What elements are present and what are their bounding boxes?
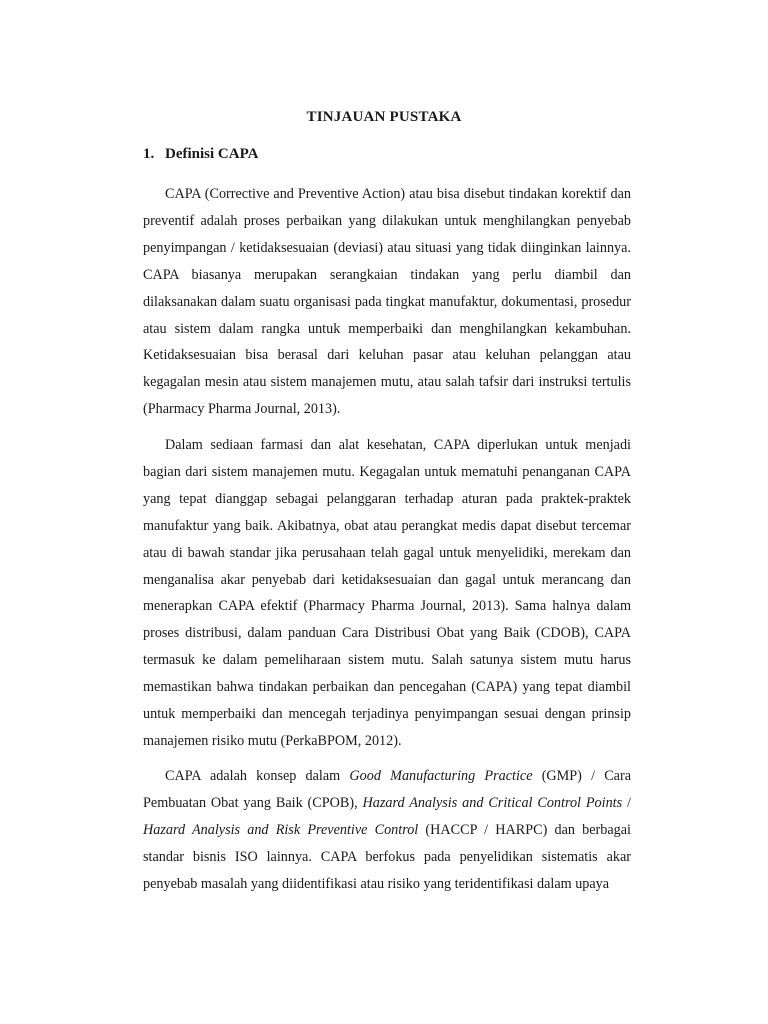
paragraph-capa-definition: CAPA (Corrective and Preventive Action) atau bisa disebut tindakan korektif dan preventif adalah proses perbaikan yang dilakukan untuk menghilangkan penyebab penyimpangan / ketidaksesuaian (deviasi) atau situasi yang tidak diinginkan lainnya. CAPA biasanya merupakan serangkaian tindakan yang perlu diambil dan dilaksanakan dalam suatu organisasi pada tingkat manufaktur, dokumentasi, prosedur atau sistem dalam rangka untuk memperbaiki dan menghilangkan kekambuhan. Ketidaksesuaian bisa berasal dari keluhan pasar atau keluhan pelanggan atau kegagalan mesin atau sistem manajemen mutu, atau salah tafsir dari instruksi tertulis (Pharmacy Pharma Journal, 2013). [143, 186, 631, 418]
document-title: TINJAUAN PUSTAKA [306, 109, 462, 125]
paragraph-text-segment: / [622, 794, 631, 811]
section-number: 1. [143, 146, 155, 162]
italic-term-haccp: Hazard Analysis and Critical Control Points [362, 794, 623, 811]
italic-term-gmp: Good Manufacturing Practice [349, 768, 533, 784]
italic-term-harpc: Hazard Analysis and Risk Preventive Control [143, 821, 419, 838]
paragraph-text-segment: (HACCP / HARPC) dan berbagai standar bisnis ISO lainnya. CAPA berfokus pada penyelidikan sistematis akar penyebab masalah yang diidentifikasi atau risiko yang teridentifikasi dalam upaya [143, 821, 631, 892]
paragraph-text-segment: (GMP) / Cara Pembuatan Obat yang Baik (CPOB), [143, 768, 631, 811]
section-heading [143, 146, 258, 163]
section-title: Definisi CAPA [165, 146, 259, 162]
paragraph-text-segment: CAPA adalah konsep dalam [165, 768, 350, 784]
paragraph-capa-pharmacy: Dalam sediaan farmasi dan alat kesehatan, CAPA diperlukan untuk menjadi bagian dari sistem manajemen mutu. Kegagalan untuk mematuhi penanganan CAPA yang tepat dianggap sebagai pelanggaran terhadap aturan pada praktek-praktek manufaktur yang baik. Akibatnya, obat atau perangkat medis dapat disebut tercemar atau di bawah standar jika perusahaan telah gagal untuk menyelidiki, merekam dan menganalisa akar penyebab dari ketidaksesuaian dan gagal untuk merancang dan menerapkan CAPA efektif (Pharmacy Pharma Journal, 2013). Sama halnya dalam proses distribusi, dalam panduan Cara Distribusi Obat yang Baik (CDOB), CAPA termasuk ke dalam pemeliharaan sistem mutu. Salah satunya sistem mutu harus memastikan bahwa tindakan perbaikan dan pencegahan (CAPA) yang tepat diambil untuk memperbaiki dan mencegah terjadinya penyimpangan sesuai dengan prinsip manajemen risiko mutu (PerkaBPOM, 2012). [143, 437, 631, 749]
paragraph-capa-concept [143, 763, 631, 898]
